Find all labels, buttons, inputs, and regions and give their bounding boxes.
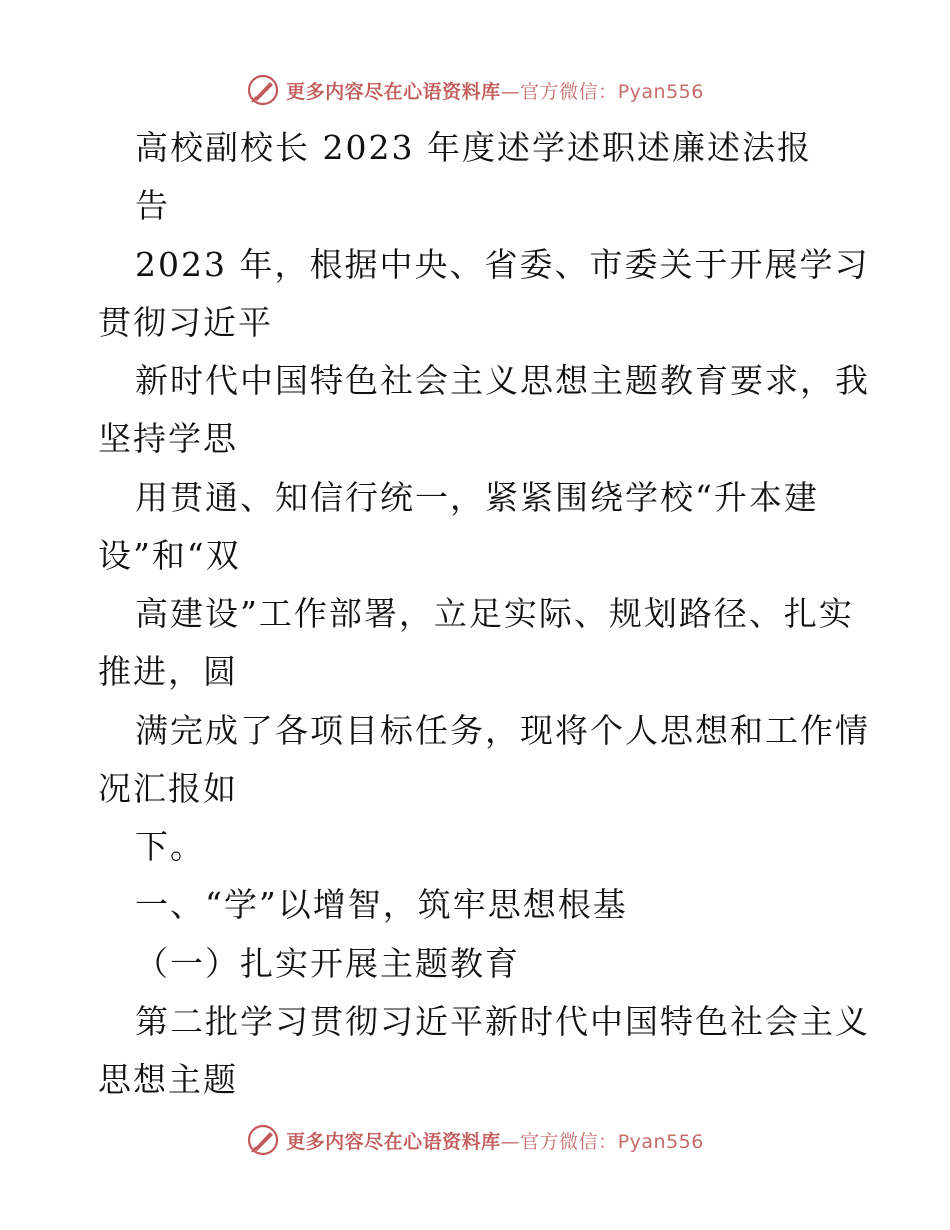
banner-wechat-id: Pyan556 [617,80,704,103]
paragraph-line: 新时代中国特色社会主义思想主题教育要求，我 [135,361,870,400]
paragraph-line: 贯彻习近平 [98,303,273,342]
doc-title-line-2: 告 [135,186,170,225]
subsection-heading: （一）扎实开展主题教育 [135,944,520,983]
paragraph-line: 2023 年，根据中央、省委、市委关于开展学习 [135,245,870,284]
banner-separator: — [500,1130,521,1153]
paragraph-line: 高建设”工作部署，立足实际、规划路径、扎实 [135,594,854,633]
banner-wechat-label: 官方微信： [520,1130,618,1153]
footer-watermark-banner [0,1120,950,1160]
quill-logo-icon [246,73,280,107]
section-heading: 一、“学”以增智，筑牢思想根基 [135,885,628,924]
quill-logo-icon [246,1123,280,1157]
banner-text [286,1127,704,1154]
paragraph-line: 下。 [135,827,205,866]
paragraph-line: 第二批学习贯彻习近平新时代中国特色社会主义 [135,1002,870,1041]
paragraph-line: 推进，圆 [98,652,238,691]
paragraph-line: 思想主题 [98,1060,238,1099]
paragraph-line: 设”和“双 [98,536,241,575]
header-watermark-banner [0,70,950,110]
paragraph-line: 坚持学思 [98,419,238,458]
paragraph-line: 满完成了各项目标任务，现将个人思想和工作情 [135,711,870,750]
doc-title-line-1: 高校副校长 2023 年度述学述职述廉述法报 [135,128,812,167]
banner-text [286,77,704,104]
banner-main-text: 更多内容尽在心语资料库 [286,1130,501,1153]
banner-wechat-label: 官方微信： [520,80,618,103]
banner-separator: — [500,80,521,103]
banner-main-text: 更多内容尽在心语资料库 [286,80,501,103]
banner-wechat-id: Pyan556 [617,1130,704,1153]
paragraph-line: 况汇报如 [98,769,238,808]
paragraph-line: 用贯通、知信行统一，紧紧围绕学校“升本建 [135,478,819,517]
